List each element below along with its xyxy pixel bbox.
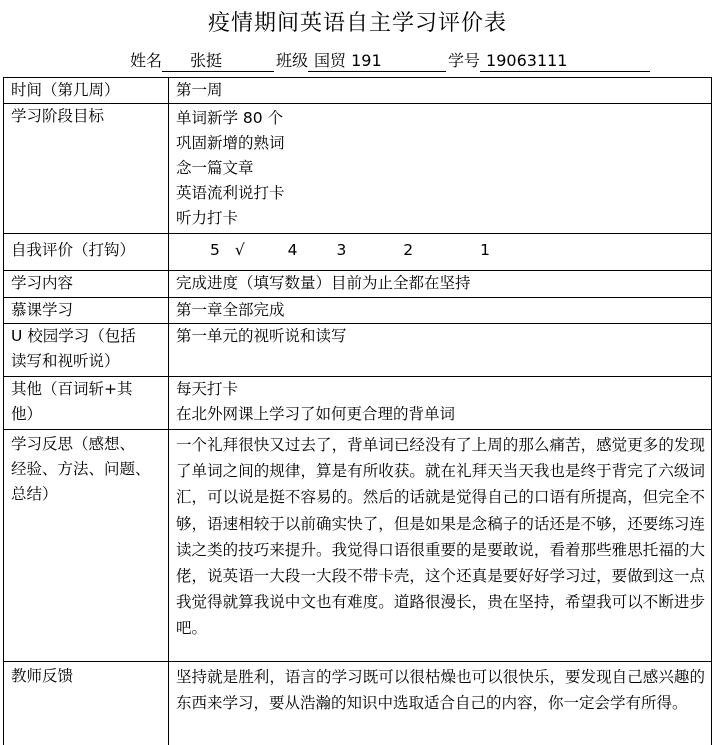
row-content: [4, 271, 712, 298]
class-value[interactable]: 国贸 191: [308, 50, 446, 72]
goal-item: 英语流利说打卡: [176, 184, 285, 202]
content-value[interactable]: 完成进度（填写数量）目前为止全都在坚持: [169, 271, 712, 298]
row-ucampus: [4, 324, 712, 377]
reflection-label-line: 学习反思（感想、: [11, 435, 136, 453]
row-other: [4, 377, 712, 430]
reflection-label-line: 经验、方法、问题、: [11, 460, 151, 478]
teacher-feedback-text[interactable]: 坚持就是胜利，语言的学习既可以很枯燥也可以很快乐，要发现自己感兴趣的东西来学习，要从浩瀚的知识中选取适合自己的内容，你一定会学有所得。: [169, 662, 712, 745]
score-3[interactable]: 3: [336, 241, 347, 259]
row-reflection: [4, 430, 712, 662]
goals-list[interactable]: [169, 104, 712, 234]
goal-item: 听力打卡: [176, 209, 239, 227]
check-mark-icon: √: [234, 241, 245, 259]
score-1[interactable]: 1: [480, 241, 490, 259]
mooc-value[interactable]: 第一章全部完成: [169, 298, 712, 324]
self-eval-label: 自我评价（打钩）: [4, 234, 169, 271]
other-list[interactable]: [169, 377, 712, 430]
goals-label: 学习阶段目标: [4, 104, 169, 234]
ucampus-value[interactable]: 第一单元的视听说和读写: [169, 324, 712, 377]
week-label: 时间（第几周）: [4, 78, 169, 104]
content-label: 学习内容: [4, 271, 169, 298]
id-value[interactable]: 19063111: [480, 50, 650, 72]
row-self-eval: [4, 234, 712, 271]
teacher-label: 教师反馈: [4, 662, 169, 745]
other-label-line: 其他（百词斩+其: [11, 380, 133, 398]
class-label: 班级: [276, 51, 309, 70]
score-2[interactable]: 2: [403, 241, 414, 259]
form-title: 疫情期间英语自主学习评价表: [207, 11, 507, 36]
reflection-label: [4, 430, 169, 662]
row-goals: [4, 104, 712, 234]
row-mooc: [4, 298, 712, 324]
goal-item: 念一篇文章: [176, 159, 254, 177]
evaluation-table: [3, 77, 712, 745]
ucampus-label-line: U 校园学习（包括: [11, 327, 136, 345]
id-label: 学号: [448, 51, 481, 70]
score-4[interactable]: 4: [287, 241, 298, 259]
row-week: [4, 78, 712, 104]
score-5[interactable]: 5: [210, 241, 220, 259]
other-item: 每天打卡: [176, 380, 239, 398]
week-value[interactable]: 第一周: [169, 78, 712, 104]
other-label: [4, 377, 169, 430]
mooc-label: 慕课学习: [4, 298, 169, 324]
reflection-text[interactable]: 一个礼拜很快又过去了，背单词已经没有了上周的那么痛苦，感觉更多的发现了单词之间的规律，算是有所收获。就在礼拜天当天我也是终于背完了六级词汇，可以说是挺不容易的。然后的话就是觉得自己的口语有所提高，但完全不够，语速相较于以前确实快了，但是如果是念稿子的话还是不够，还要练习连读之类的技巧来提升。我觉得口语很重要的是要敢说，看着那些雅思托福的大佬，说英语一大段一大段不带卡壳，这个还真是要好好学习过，要做到这一点我觉得就算我说中文也有难度。道路很漫长，贵在坚持，希望我可以不断进步吧。: [169, 430, 712, 662]
row-teacher: [4, 662, 712, 745]
ucampus-label-line: 读写和视听说）: [11, 352, 120, 370]
name-value[interactable]: 张挺: [162, 50, 274, 72]
name-label: 姓名: [130, 51, 163, 70]
goal-item: 单词新学 80 个: [176, 109, 284, 127]
other-item: 在北外网课上学习了如何更合理的背单词: [176, 405, 456, 423]
reflection-label-line: 总结）: [11, 485, 58, 503]
other-label-line: 他）: [11, 405, 43, 423]
ucampus-label: [4, 324, 169, 377]
self-eval-scores[interactable]: [169, 234, 712, 271]
goal-item: 巩固新增的熟词: [176, 134, 285, 152]
student-info-line: [130, 50, 650, 74]
